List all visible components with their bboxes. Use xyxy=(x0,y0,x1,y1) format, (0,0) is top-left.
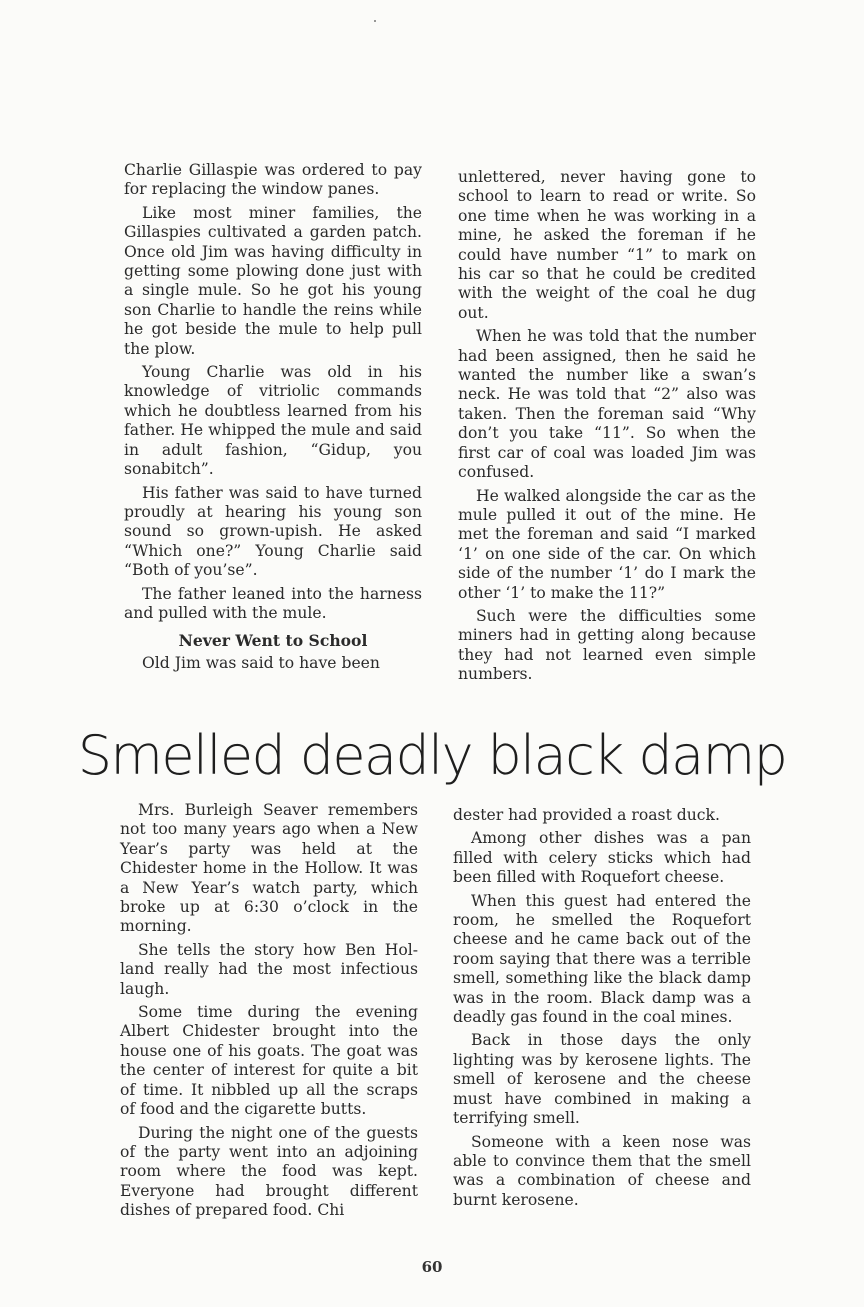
paragraph: Mrs. Burleigh Seaver remembers not too many years ago when a New Year’s party was held at the Chidester home in the Hollow. It was a New Year’s watch party, which broke up at 6:30 o’clock in the morning. xyxy=(120,801,418,936)
page-number: 60 xyxy=(421,1258,443,1276)
paragraph: unlettered, never having gone to school to learn to read or write. So one time when he was working in a mine, he asked the foreman if he could have number “1” to mark on his car so that he could be credited with the weight of the coal he dug out. xyxy=(458,168,756,322)
paragraph: Young Charlie was old in his knowledge of vitriolic commands which he doubtless learned from his father. He whipped the mule and said in adult fashion, “Gidup, you sonabitch”. xyxy=(124,363,422,479)
paragraph: Old Jim was said to have been xyxy=(142,653,380,672)
paragraph: Back in those days the only lighting was by kerosene lights. The smell of kerosene and the cheese must have combined in making a terrifying smell. xyxy=(453,1031,751,1128)
paragraph: Someone with a keen nose was able to convince them that the smell was a combination of cheese and burnt kerosene. xyxy=(453,1132,751,1209)
paragraph: When he was told that the number had been assigned, then he said he wanted the number like a swan’s neck. He was told that “2” also was taken. Then the foreman said “Why don’t you take “11”. So when the first car of coal was loaded Jim was confused. xyxy=(458,327,756,482)
paragraph: dester had provided a roast duck. xyxy=(453,806,720,824)
subheading: Never Went to School xyxy=(178,631,368,651)
paragraph: When this guest had entered the room, he smelled the Roquefort cheese and he came back out of the room saying that there was a terrible smell, something like the black damp was in the room. Black damp was a deadly gas found in the coal mines. xyxy=(453,891,751,1027)
paragraph: Charlie Gillaspie was ordered to pay for replacing the window panes. xyxy=(124,161,422,199)
print-speck xyxy=(374,20,376,22)
paragraph: Among other dishes was a pan filled with celery sticks which had been filled with Roquefort cheese. xyxy=(453,829,751,887)
paragraph: Some time during the evening Albert Chidester brought into the house one of his goats. The goat was the center of interest for quite a bit of time. It nibbled up all the scraps of food and the cigarette butts. xyxy=(120,1003,418,1119)
paragraph: Like most miner families, the Gillaspies cultivated a garden patch. Once old Jim was having difficulty in getting some plowing done just with a single mule. So he got his young son Charlie to handle the reins while he got beside the mule to help pull the plow. xyxy=(124,203,422,358)
paragraph: During the night one of the guests of the party went into an adjoining room where the food was kept. Everyone had brought different dishes of prepared food. Chi xyxy=(120,1123,418,1220)
article1-right-column xyxy=(458,168,756,689)
paragraph: His father was said to have turned proudly at hearing his young son sound so grown-upish. He asked “Which one?” Young Charlie said “Both of you’se”. xyxy=(124,483,422,580)
paragraph: Such were the difficulties some miners had in getting along because they had not learned even simple numbers. xyxy=(458,606,756,684)
article2-right-column xyxy=(453,806,751,1214)
article-headline: Smelled deadly black damp xyxy=(77,724,787,787)
paragraph: The father leaned into the harness and pulled with the mule. xyxy=(124,584,422,622)
article2-left-column xyxy=(120,801,418,1225)
article1-left-column xyxy=(124,161,422,677)
paragraph: She tells the story how Ben Holland really had the most infectious laugh. xyxy=(120,940,418,998)
paragraph: He walked alongside the car as the mule pulled it out of the mine. He met the foreman and said “I marked ‘1’ on one side of the car. On which side of the number ‘1’ do I mark the other ‘1’ to make the 11?” xyxy=(458,486,756,602)
